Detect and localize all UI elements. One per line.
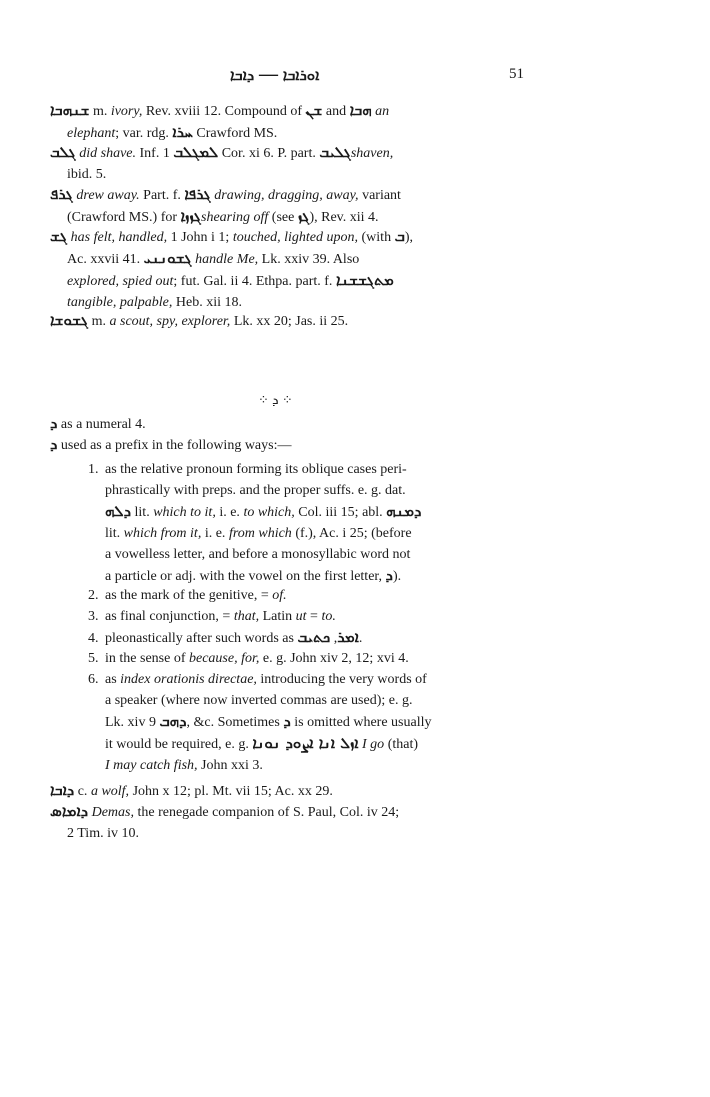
italic-gloss: handle Me,	[195, 252, 259, 267]
body-text: ,	[330, 631, 338, 646]
italic-gloss: that,	[233, 609, 260, 624]
syriac-word: ܗܒܐ	[349, 101, 372, 119]
usage-number: 1.	[88, 462, 99, 477]
body-text: Latin	[259, 609, 296, 624]
usage-line	[88, 648, 528, 669]
body-text: it would be required, e. g.	[105, 737, 253, 752]
italic-gloss: drew away.	[76, 188, 140, 203]
body-text: c.	[74, 784, 91, 799]
numbered-usage	[88, 648, 528, 669]
body-text: Crawford MS.	[192, 126, 278, 141]
syriac-word: ܕ	[50, 435, 58, 453]
body-text: (with	[358, 230, 395, 245]
syriac-word: ܕܐܒܐ	[50, 781, 75, 799]
body-text: ibid. 5.	[67, 167, 107, 182]
italic-gloss: a wolf,	[90, 784, 130, 799]
syriac-word: ܕܗܒ	[159, 712, 187, 730]
italic-gloss: shearing off	[201, 210, 269, 225]
dictionary-entry	[50, 100, 528, 144]
body-text: Lk. xiv 9	[105, 715, 160, 730]
entry-line	[50, 100, 528, 122]
syriac-word: ܠܡܓܠܒ	[173, 143, 219, 161]
body-text: a vowelless letter, and before a monosyllabic word not	[105, 547, 411, 562]
numbered-usage	[88, 585, 528, 606]
entry-line	[50, 780, 528, 802]
italic-gloss: did shave.	[79, 146, 137, 161]
entry-line	[50, 413, 528, 435]
body-text: and	[322, 104, 350, 119]
syriac-word: ܕܠܗ	[105, 502, 132, 520]
body-text: Rev. xviii 12. Compound of	[142, 104, 306, 119]
italic-gloss: an	[375, 104, 390, 119]
usage-line	[88, 627, 528, 649]
italic-gloss: touched, lighted upon,	[232, 230, 359, 245]
syriac-word: ܓܙܙܐ	[180, 207, 201, 225]
running-head-right: ܕܐܒܐ	[230, 66, 255, 84]
usage-number: 6.	[88, 672, 99, 687]
entry-line	[50, 823, 528, 844]
usage-line	[88, 711, 528, 733]
body-text: e. g. John xiv 2, 12; xvi 4.	[259, 651, 409, 666]
usage-line	[88, 585, 528, 606]
body-text: ), Rev. xii 4.	[309, 210, 379, 225]
italic-gloss: from which	[228, 526, 292, 541]
dictionary-entry	[50, 310, 528, 332]
syriac-word: ܒ	[394, 227, 405, 245]
syriac-word: ܟܬܝܒ	[297, 628, 331, 646]
syriac-word: ܕ	[283, 712, 291, 730]
syriac-word: ܐܡܪ	[337, 628, 359, 646]
body-text: Lk. xx 20; Jas. ii 25.	[230, 314, 349, 329]
body-text: m.	[89, 104, 111, 119]
body-text: phrastically with preps. and the proper suffs. e. g. dat.	[105, 483, 406, 498]
body-text: John x 12; pl. Mt. vii 15; Ac. xx 29.	[129, 784, 333, 799]
body-text: as final conjunction, =	[105, 609, 234, 624]
usage-line	[88, 690, 528, 711]
dictionary-entry	[50, 226, 528, 313]
syriac-word: ܕܐܡܐܣ	[50, 802, 89, 820]
body-text: John xxi 3.	[197, 758, 263, 773]
syriac-word: ܚܪܐ	[172, 123, 193, 141]
syriac-word: ܓܠܝܒ	[319, 143, 351, 161]
body-text: =	[306, 609, 322, 624]
body-text: 2 Tim. iv 10.	[67, 826, 139, 841]
body-text: ),	[404, 230, 413, 245]
body-text: (see	[268, 210, 298, 225]
dictionary-entry	[50, 434, 528, 456]
entry-line	[50, 310, 528, 332]
usage-number: 4.	[88, 631, 99, 646]
page-number: 51	[509, 66, 524, 82]
body-text: ; fut. Gal. ii 4. Ethpa. part. f.	[173, 274, 336, 289]
italic-gloss: tangible, palpable,	[67, 295, 173, 310]
entry-line	[50, 226, 528, 248]
italic-gloss: of.	[272, 588, 287, 603]
entry-line	[50, 122, 528, 144]
body-text: as	[105, 672, 121, 687]
body-text: variant	[358, 188, 401, 203]
italic-gloss: drawing, dragging, away,	[214, 188, 359, 203]
body-text: pleonastically after such words as	[105, 631, 298, 646]
italic-gloss: I go	[362, 737, 385, 752]
body-text: as the mark of the genitive, =	[105, 588, 273, 603]
running-head-left: ܐܘܪܐܒܐ	[282, 66, 320, 84]
usage-number: 3.	[88, 609, 99, 624]
body-text: the renegade companion of S. Paul, Col. iv 24;	[133, 805, 400, 820]
body-text: Lk. xxiv 39. Also	[258, 252, 360, 267]
body-text: ).	[392, 569, 402, 584]
body-text: lit.	[131, 505, 154, 520]
italic-gloss: shaven,	[350, 146, 394, 161]
body-text: Inf.	[136, 146, 163, 161]
numbered-usage	[88, 669, 528, 776]
syriac-word: ܓܫܘܫܐ	[50, 311, 89, 329]
usage-line	[88, 733, 528, 755]
body-text: (f.), Ac. i 25; (before	[291, 526, 412, 541]
syriac-word: ܫܢܗܒܐ	[50, 101, 90, 119]
body-text: 1 John i 1;	[167, 230, 233, 245]
body-text: .	[358, 631, 363, 646]
italic-gloss: explored, spied out	[67, 274, 174, 289]
italic-gloss: has felt, handled,	[70, 230, 168, 245]
body-text: Part. f.	[139, 188, 185, 203]
body-text: (Crawford MS.) for	[67, 210, 181, 225]
body-text: used as a prefix in the following ways:—	[57, 438, 292, 453]
body-text: a particle or adj. with the vowel on the first letter,	[105, 569, 386, 584]
usage-line	[88, 523, 528, 544]
italic-gloss: ivory,	[110, 104, 143, 119]
entry-line	[50, 434, 528, 456]
body-text: in the sense of	[105, 651, 189, 666]
running-head-dash: —	[258, 64, 278, 85]
entry-line	[50, 206, 528, 228]
italic-gloss: which from it,	[123, 526, 202, 541]
numbered-usage	[88, 459, 528, 587]
usage-line	[88, 669, 528, 690]
italic-gloss: because, for,	[188, 651, 260, 666]
italic-gloss: a scout, spy, explorer,	[109, 314, 231, 329]
body-text: i. e.	[215, 505, 244, 520]
entry-line	[50, 142, 528, 164]
usage-line	[88, 565, 528, 587]
syriac-word: ܓܙ	[297, 207, 310, 225]
body-text: as a numeral 4.	[57, 417, 146, 432]
body-text: a speaker (where now inverted commas are used); e. g.	[105, 693, 413, 708]
syriac-word: ܫܢ	[305, 101, 323, 119]
italic-gloss: ut	[295, 609, 307, 624]
body-text: 1 Cor. xi 6. P. part.	[162, 146, 320, 161]
body-text: m.	[88, 314, 110, 329]
body-text: Heb. xii 18.	[172, 295, 242, 310]
usage-line	[88, 480, 528, 501]
dictionary-entry	[50, 142, 528, 185]
entry-line	[50, 248, 528, 270]
dictionary-entry	[50, 413, 528, 435]
italic-gloss: index orationis directae,	[120, 672, 257, 687]
body-text: Col. iii 15; abl.	[294, 505, 387, 520]
italic-gloss: I may catch fish,	[105, 758, 198, 773]
usage-line	[88, 606, 528, 627]
entry-line	[50, 270, 528, 292]
usage-line	[88, 501, 528, 523]
italic-gloss: Demas,	[91, 805, 134, 820]
usage-line	[88, 544, 528, 565]
body-text: i. e.	[201, 526, 229, 541]
italic-gloss: to.	[321, 609, 336, 624]
body-text: lit.	[105, 526, 124, 541]
page-header	[0, 64, 710, 88]
body-text: is omitted where usually	[290, 715, 432, 730]
usage-number: 5.	[88, 651, 99, 666]
body-text: as the relative pronoun forming its oblique cases peri-	[105, 462, 407, 477]
body-text: ; var. rdg.	[115, 126, 173, 141]
syriac-word: ܕ	[50, 414, 58, 432]
entry-line	[50, 164, 528, 185]
dictionary-entry	[50, 184, 528, 228]
section-ornament: ⁘ ܕ ⁘	[258, 392, 293, 407]
running-head	[230, 64, 319, 86]
italic-gloss: which to it,	[153, 505, 216, 520]
dictionary-entry	[50, 780, 528, 802]
syriac-word: ܐܙܠ ܐܢܐ ܐܨܘܕ ܢܘܢܐ	[252, 734, 359, 752]
usage-line	[88, 459, 528, 480]
usage-line	[88, 755, 528, 776]
syriac-word: ܓܪܦ	[50, 185, 73, 203]
dictionary-entry	[50, 801, 528, 844]
syriac-word: ܕ	[385, 566, 393, 584]
syriac-word: ܕܡܢܗ	[386, 502, 422, 520]
entry-line	[50, 801, 528, 823]
body-text: introducing the very words of	[256, 672, 427, 687]
syriac-word: ܓܪܦܐ	[184, 185, 211, 203]
numbered-usage	[88, 606, 528, 627]
syriac-word: ܓܫܘܢܢܝ	[143, 249, 192, 267]
italic-gloss: to which,	[243, 505, 295, 520]
syriac-word: ܡܬܓܫܫܢܐ	[335, 271, 394, 289]
syriac-word: ܓܠܒ	[50, 143, 76, 161]
italic-gloss: elephant	[67, 126, 116, 141]
entry-line	[50, 184, 528, 206]
body-text: Ac. xxvii 41.	[67, 252, 144, 267]
body-text: , &c. Sometimes	[186, 715, 284, 730]
syriac-word: ܓܫ	[50, 227, 68, 245]
numbered-usage	[88, 627, 528, 649]
usage-number: 2.	[88, 588, 99, 603]
body-text: (that)	[384, 737, 419, 752]
